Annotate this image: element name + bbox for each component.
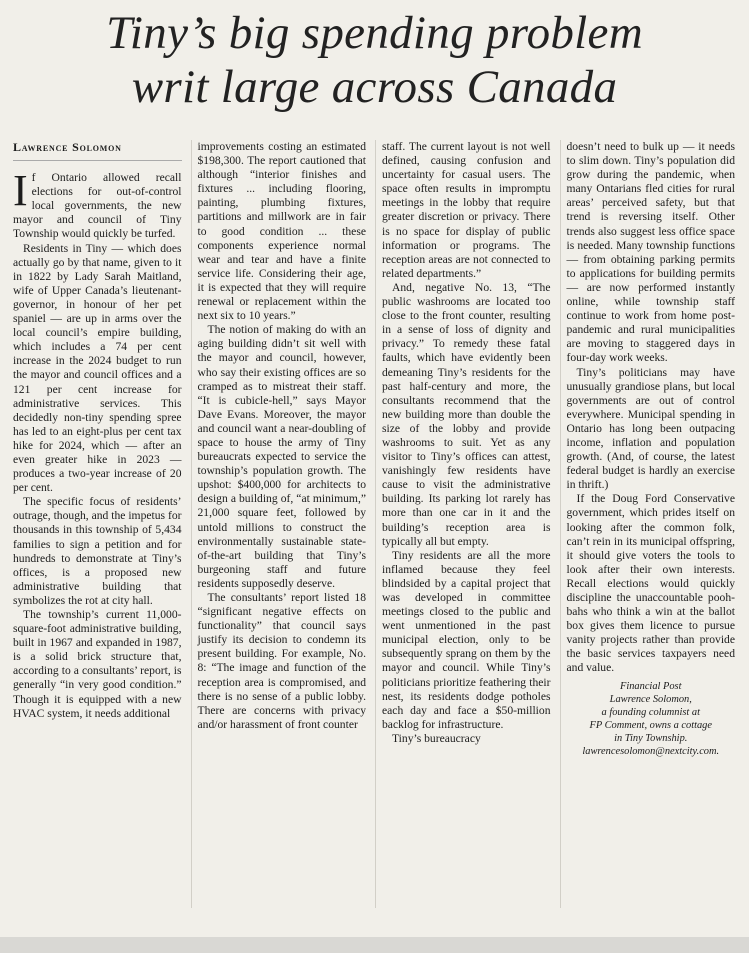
headline-line-1: Tiny’s big spending problem [106, 7, 643, 59]
paragraph: The consultants’ report listed 18 “significant negative effects on functionality” that council says justify its decision to condemn its present building. For example, No. 8: “The image and function of the reception area is compromised, and there is no sense of a public lobby. There are concerns with privacy and/or harassment of front counter [197, 591, 366, 731]
byline: Lawrence Solomon [13, 140, 182, 161]
headline-line-2: writ large across Canada [131, 61, 618, 113]
paragraph: staff. The current layout is not well defined, causing confusion and uncertainty for casual users. The space often results in impromptu meetings in the lobby that require greater discretion or privacy. There is no space for display of public information or programs. The reception areas are not connected to related departments.” [382, 140, 551, 280]
paragraph: The township’s current 11,000-square-foot administrative building, built in 1967 and expanded in 1987, is a solid brick structure that, according to a consultants’ report, is generally “in very good condition.” Though it is equipped with a new HVAC system, it needs additional [13, 608, 182, 720]
author-credit [567, 680, 736, 758]
paragraph-text: f Ontario allowed recall elections for out-of-control local governments, the new mayor and council of Tiny Township would quickly be turfed. [13, 171, 182, 241]
paragraph: Tiny residents are all the more inflamed because they feel blindsided by a capital project that was developed in committee meetings closed to the public and went unmentioned in the past municipal election, only to be subsequently sprang on them by the mayor and council. While Tiny’s politicians prioritize feathering their nest, its residents dodge potholes each day and face a $50-million backlog for infrastructure. [382, 548, 551, 731]
column-4 [560, 140, 736, 908]
paragraph: The notion of making do with an aging building didn’t sit well with the mayor and council, however, who say their existing offices are so cramped as to mistreat their staff. “It is cubicle-hell,” says Mayor Dave Evans. Moreover, the mayor and council want a near-doubling of space to house the army of Tiny bureaucrats expected to service the township’s population growth. The upshot: $400,000 for architects to design a building of, “at minimum,” 21,000 square feet, followed by untold millions to construct the environmentally sustainable state-of-the-art building that Tiny’s burgeoning staff and future residents supposedly deserve. [197, 323, 366, 590]
credit-line: in Tiny Township. [614, 732, 688, 744]
paragraph: If the Doug Ford Conservative government, which prides itself on looking after the common folk, can’t rein in its municipal offspring, it should give voters the tools to look after their own interests. Recall elections would quickly discipline the unaccountable pooh-bahs who think a win at the ballot box gives them licence to pursue vanity projects rather than provide the basic services taxpayers need and value. [566, 492, 735, 675]
column-2 [191, 140, 367, 908]
headline [0, 6, 749, 114]
paragraph [13, 166, 182, 241]
paragraph: Tiny’s politicians may have unusually grandiose plans, but local governments are out of control everywhere. Municipal spending in Ontario has long been outpacing income, inflation and population growth. (And, of course, the latest federal budget is hardly an exercise in thrift.) [566, 365, 735, 492]
paragraph: Residents in Tiny — which does actually go by that name, given to it in 1822 by Lady Sarah Maitland, wife of Upper Canada’s lieutenant-governor, in honour of her pet spaniel — are up in arms over the local council’s empire building, which includes a 74 per cent increase in the 2024 budget to run the mayor and council offices and a 121 per cent increase for administrative services. This decidedly non-tiny spending spree has led to an eight-plus per cent tax hike for 2024, which — after an even greater hike in 2023 — produces a two-year increase of 20 per cent. [13, 241, 182, 495]
column-1 [13, 140, 182, 908]
credit-line: Lawrence Solomon, [609, 693, 692, 705]
bottom-strip [0, 937, 749, 953]
credit-line: a founding columnist at [601, 706, 700, 718]
paragraph: doesn’t need to bulk up — it needs to slim down. Tiny’s population did grow during the pandemic, when many Ontarians fled cities for rural areas’ perceived safety, but that trend is reversing itself. Other trends also suggest less office space is needed. Many township functions — from obtaining parking permits to applications for building permits — are now performed instantly online, while township staff continue to work from home post-pandemic and rural municipalities are moving to staggered days in four-day work weeks. [566, 140, 735, 365]
paragraph: And, negative No. 13, “The public washrooms are located too close to the front counter, resulting in a sense of loss of dignity and privacy.” To remedy these fatal faults, which have evidently been demeaning Tiny’s residents for the past half-century and more, the consultants recommend that the new building more than double the size of the lobby and provide washrooms to suit. Yet as any visitor to Tiny’s offices can attest, vanishingly few residents have cause to visit the administrative building. Its parking lot rarely has more than one car in it and the building’s reception area is typically all but empty. [382, 280, 551, 548]
credit-line: Financial Post [620, 680, 682, 692]
column-3 [375, 140, 551, 908]
paragraph: improvements costing an estimated $198,300. The report cautioned that although “interior finishes and fixtures ... including flooring, painting, plumbing fixtures, partitions and millwork are in fair to good condition ... these components experience normal wear and tear and have a finite service life. Considering their age, it is expected that they will require renewal or replacement within the next six to 10 years.” [197, 140, 366, 323]
credit-line: FP Comment, owns a cottage [589, 719, 712, 731]
paragraph: Tiny’s bureaucracy [392, 731, 481, 745]
drop-cap: I [13, 166, 28, 216]
paragraph: The specific focus of residents’ outrage, though, and the impetus for thousands in this township of 5,434 families to sign a petition and for hundreds to demonstrate at Tiny’s offices, is a proposed new administrative building that symbolizes the rot at city hall. [13, 495, 182, 607]
article-body [13, 140, 735, 908]
author-email: lawrencesolomon@nextcity.com. [582, 745, 720, 757]
